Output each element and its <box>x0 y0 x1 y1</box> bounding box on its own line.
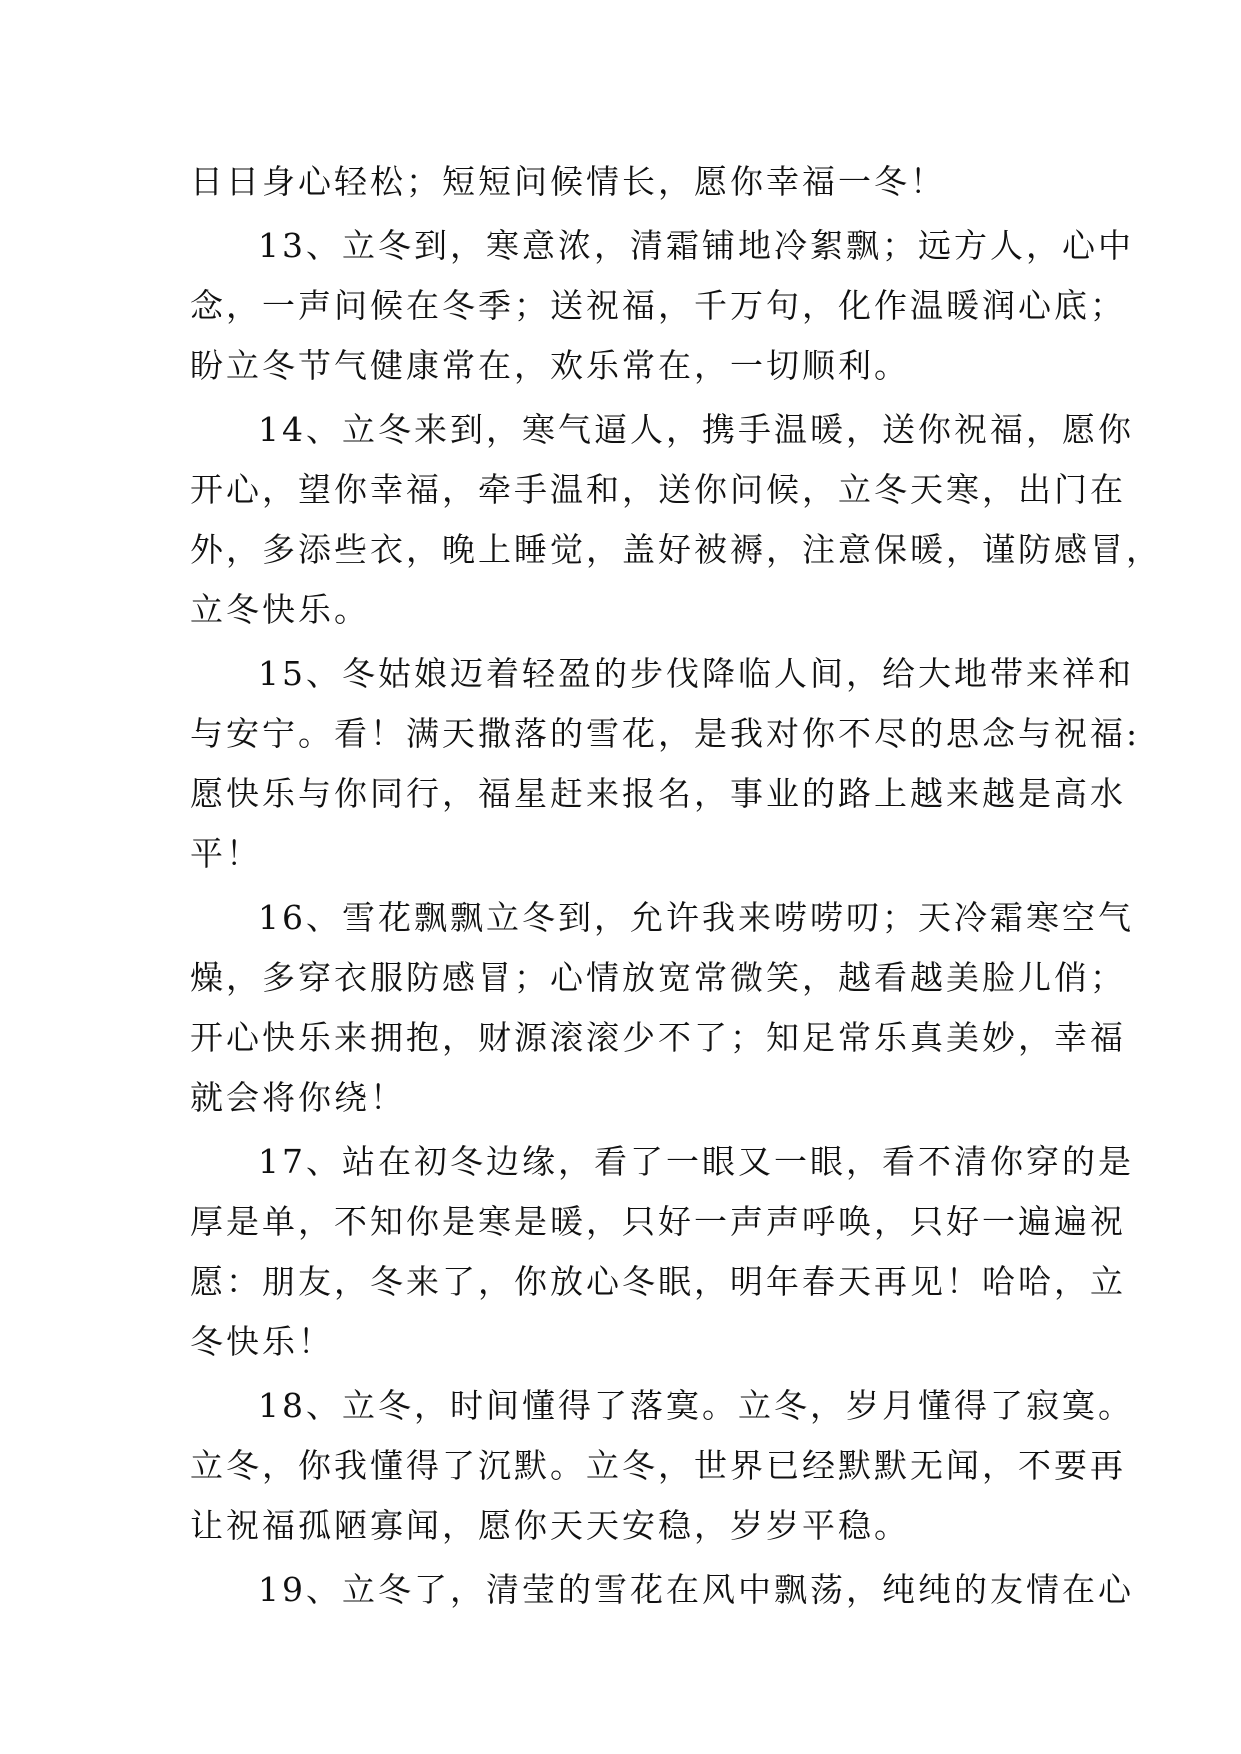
text-line: 愿快乐与你同行，福星赶来报名，事业的路上越来越是高水 <box>190 774 1126 813</box>
paragraph-item-19 <box>190 1560 1134 1620</box>
text-line: 16、雪花飘飘立冬到，允许我来唠唠叨；天冷霜寒空气 <box>258 898 1134 937</box>
text-line: 立冬，你我懂得了沉默。立冬，世界已经默默无闻，不要再 <box>190 1446 1126 1485</box>
text-line: 15、冬姑娘迈着轻盈的步伐降临人间，给大地带来祥和 <box>258 654 1134 693</box>
text-line: 外，多添些衣，晚上睡觉，盖好被褥，注意保暖，谨防感冒， <box>190 530 1162 569</box>
text-line: 13、立冬到，寒意浓，清霜铺地冷絮飘；远方人，心中 <box>258 226 1134 265</box>
paragraph-item-17 <box>190 1132 1134 1372</box>
paragraph-continuation <box>190 152 1058 212</box>
text-line: 愿：朋友，冬来了，你放心冬眠，明年春天再见！哈哈，立 <box>190 1262 1126 1301</box>
text-line: 让祝福孤陋寡闻，愿你天天安稳，岁岁平稳。 <box>190 1506 910 1545</box>
text-line: 立冬快乐。 <box>190 590 370 629</box>
text-line: 17、站在初冬边缘，看了一眼又一眼，看不清你穿的是 <box>258 1142 1134 1181</box>
paragraph-item-16 <box>190 888 1134 1128</box>
text-line: 就会将你绕！ <box>190 1078 406 1117</box>
text-line: 日日身心轻松；短短问候情长，愿你幸福一冬！ <box>190 162 946 201</box>
text-line: 盼立冬节气健康常在，欢乐常在，一切顺利。 <box>190 346 910 385</box>
paragraph-item-18 <box>190 1376 1134 1556</box>
text-line: 平！ <box>190 834 262 873</box>
text-line: 19、立冬了，清莹的雪花在风中飘荡，纯纯的友情在心 <box>258 1570 1134 1609</box>
text-line: 14、立冬来到，寒气逼人，携手温暖，送你祝福，愿你 <box>258 410 1134 449</box>
paragraph-item-14 <box>190 400 1162 640</box>
text-line: 冬快乐！ <box>190 1322 334 1361</box>
text-line: 与安宁。看！满天撒落的雪花，是我对你不尽的思念与祝福: <box>190 714 1141 753</box>
paragraph-item-13 <box>190 216 1134 396</box>
text-line: 18、立冬，时间懂得了落寞。立冬，岁月懂得了寂寞。 <box>258 1386 1134 1425</box>
document-body <box>190 152 1162 1624</box>
text-line: 燥，多穿衣服防感冒；心情放宽常微笑，越看越美脸儿俏； <box>190 958 1126 997</box>
text-line: 厚是单，不知你是寒是暖，只好一声声呼唤，只好一遍遍祝 <box>190 1202 1126 1241</box>
paragraph-item-15 <box>190 644 1141 884</box>
text-line: 念，一声问候在冬季；送祝福，千万句，化作温暖润心底； <box>190 286 1126 325</box>
text-line: 开心快乐来拥抱，财源滚滚少不了；知足常乐真美妙，幸福 <box>190 1018 1126 1057</box>
text-line: 开心，望你幸福，牵手温和，送你问候，立冬天寒，出门在 <box>190 470 1126 509</box>
